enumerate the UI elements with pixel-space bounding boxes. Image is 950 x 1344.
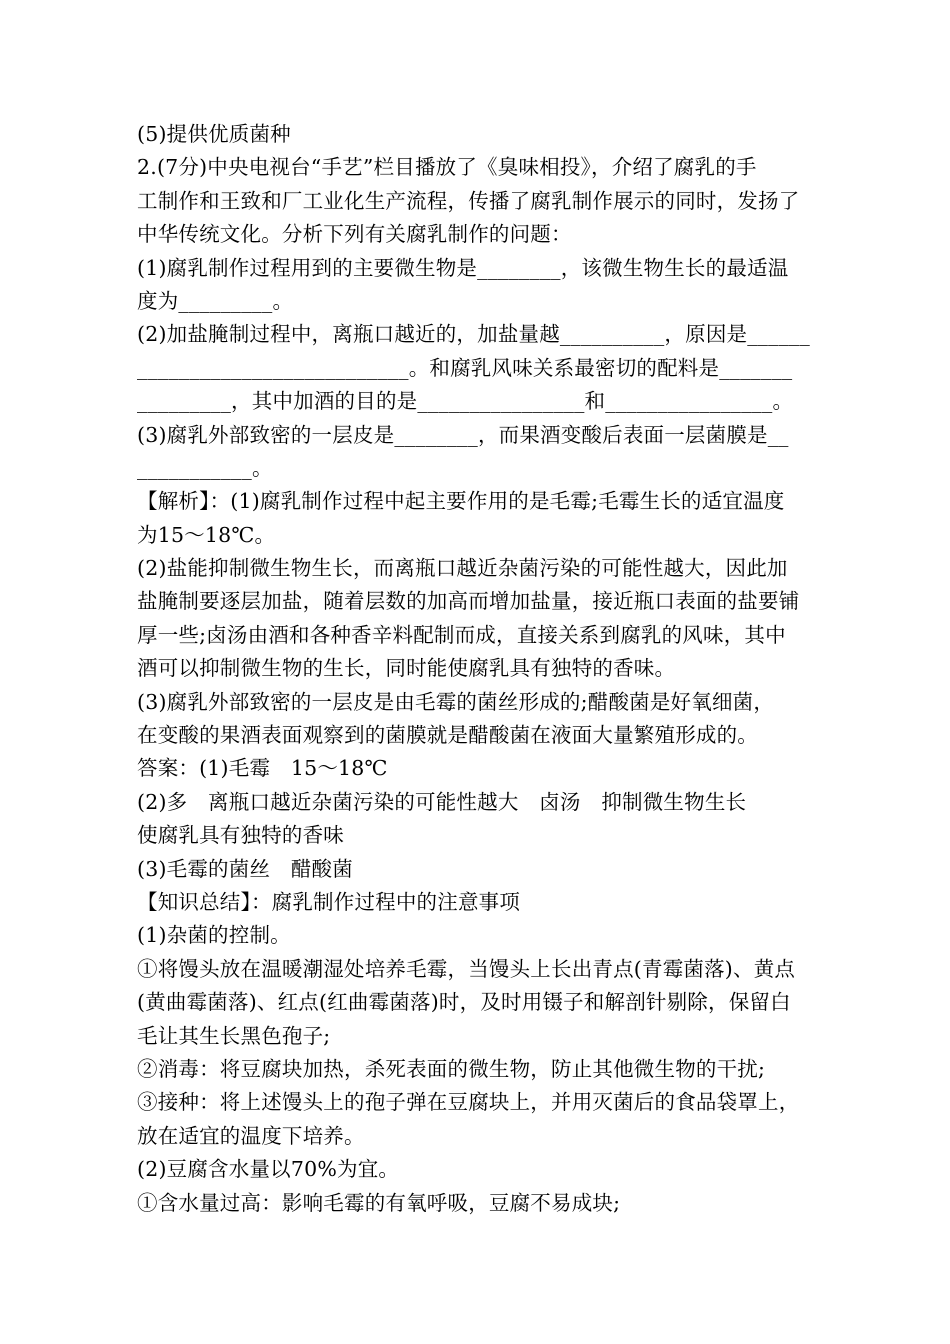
text-line: 放在适宜的温度下培养。 (137, 1123, 365, 1148)
text-line: 毛让其生长黑色孢子; (137, 1023, 331, 1048)
text-line: ①将馒头放在温暖潮湿处培养毛霉，当馒头上长出青点(青霉菌落)、黄点 (137, 956, 796, 981)
text-line: (5)提供优质菌种 (137, 122, 291, 146)
text-line: (黄曲霉菌落)、红点(红曲霉菌落)时，及时用镊子和解剖针剔除，保留白 (137, 990, 791, 1015)
text-line: 厚一些;卤汤由酒和各种香辛料配制而成，直接关系到腐乳的风味，其中 (137, 622, 786, 647)
text-body (137, 118, 810, 1220)
text-line: 度为_________。 (137, 288, 294, 313)
text-line: __________________________。和腐乳风味关系最密切的配料是_______ (137, 355, 793, 380)
text-line: 中华传统文化。分析下列有关腐乳制作的问题： (137, 222, 572, 247)
text-line: _________，其中加酒的目的是________________和________________。 (137, 389, 794, 414)
question-heading: 2.(7分)中央电视台“手艺”栏目播放了《臭味相投》，介绍了腐乳的手 (137, 155, 757, 180)
text-line: (2)多 离瓶口越近杂菌污染的可能性越大 卤汤 抑制微生物生长 (137, 789, 767, 814)
text-line: (3)腐乳外部致密的一层皮是由毛霉的菌丝形成的;醋酸菌是好氧细菌， (137, 689, 775, 714)
text-line: ___________。 (137, 455, 273, 480)
summary-heading: 【知识总结】：腐乳制作过程中的注意事项 (137, 889, 521, 914)
text-line: 在变酸的果酒表面观察到的菌膜就是醋酸菌在液面大量繁殖形成的。 (137, 723, 758, 748)
text-line: (2)豆腐含水量以70%为宜。 (137, 1157, 400, 1182)
text-line: (3)毛霉的菌丝 醋酸菌 (137, 856, 353, 881)
answer-heading: 答案：(1)毛霉 15～18℃ (137, 756, 388, 781)
analysis-heading: 【解析】：(1)腐乳制作过程中起主要作用的是毛霉;毛霉生长的适宜温度 (137, 489, 785, 514)
question-part-3: (3)腐乳外部致密的一层皮是________，而果酒变酸后表面一层菌膜是__ (137, 422, 789, 447)
text-line: 为15～18℃。 (137, 522, 276, 547)
text-line: ③接种：将上述馒头上的孢子弹在豆腐块上，并用灭菌后的食品袋罩上， (137, 1090, 800, 1115)
text-line: 盐腌制要逐层加盐，随着层数的加高而增加盐量，接近瓶口表面的盐要铺 (137, 589, 800, 614)
text-line: ①含水量过高：影响毛霉的有氧呼吸，豆腐不易成块; (137, 1190, 621, 1215)
text-line: 酒可以抑制微生物的生长，同时能使腐乳具有独特的香味。 (137, 656, 676, 681)
text-line: ②消毒：将豆腐块加热，杀死表面的微生物，防止其他微生物的干扰; (137, 1056, 766, 1081)
text-line: (2)盐能抑制微生物生长，而离瓶口越近杂菌污染的可能性越大，因此加 (137, 556, 788, 581)
question-part-1: (1)腐乳制作过程用到的主要微生物是________，该微生物生长的最适温 (137, 255, 789, 280)
text-line: 工制作和王致和厂工业化生产流程，传播了腐乳制作展示的同时，发扬了 (137, 188, 800, 213)
text-line: 使腐乳具有独特的香味 (137, 823, 344, 848)
text-line: (1)杂菌的控制。 (137, 923, 291, 948)
question-part-2: (2)加盐腌制过程中，离瓶口越近的，加盐量越__________，原因是______ (137, 322, 810, 347)
